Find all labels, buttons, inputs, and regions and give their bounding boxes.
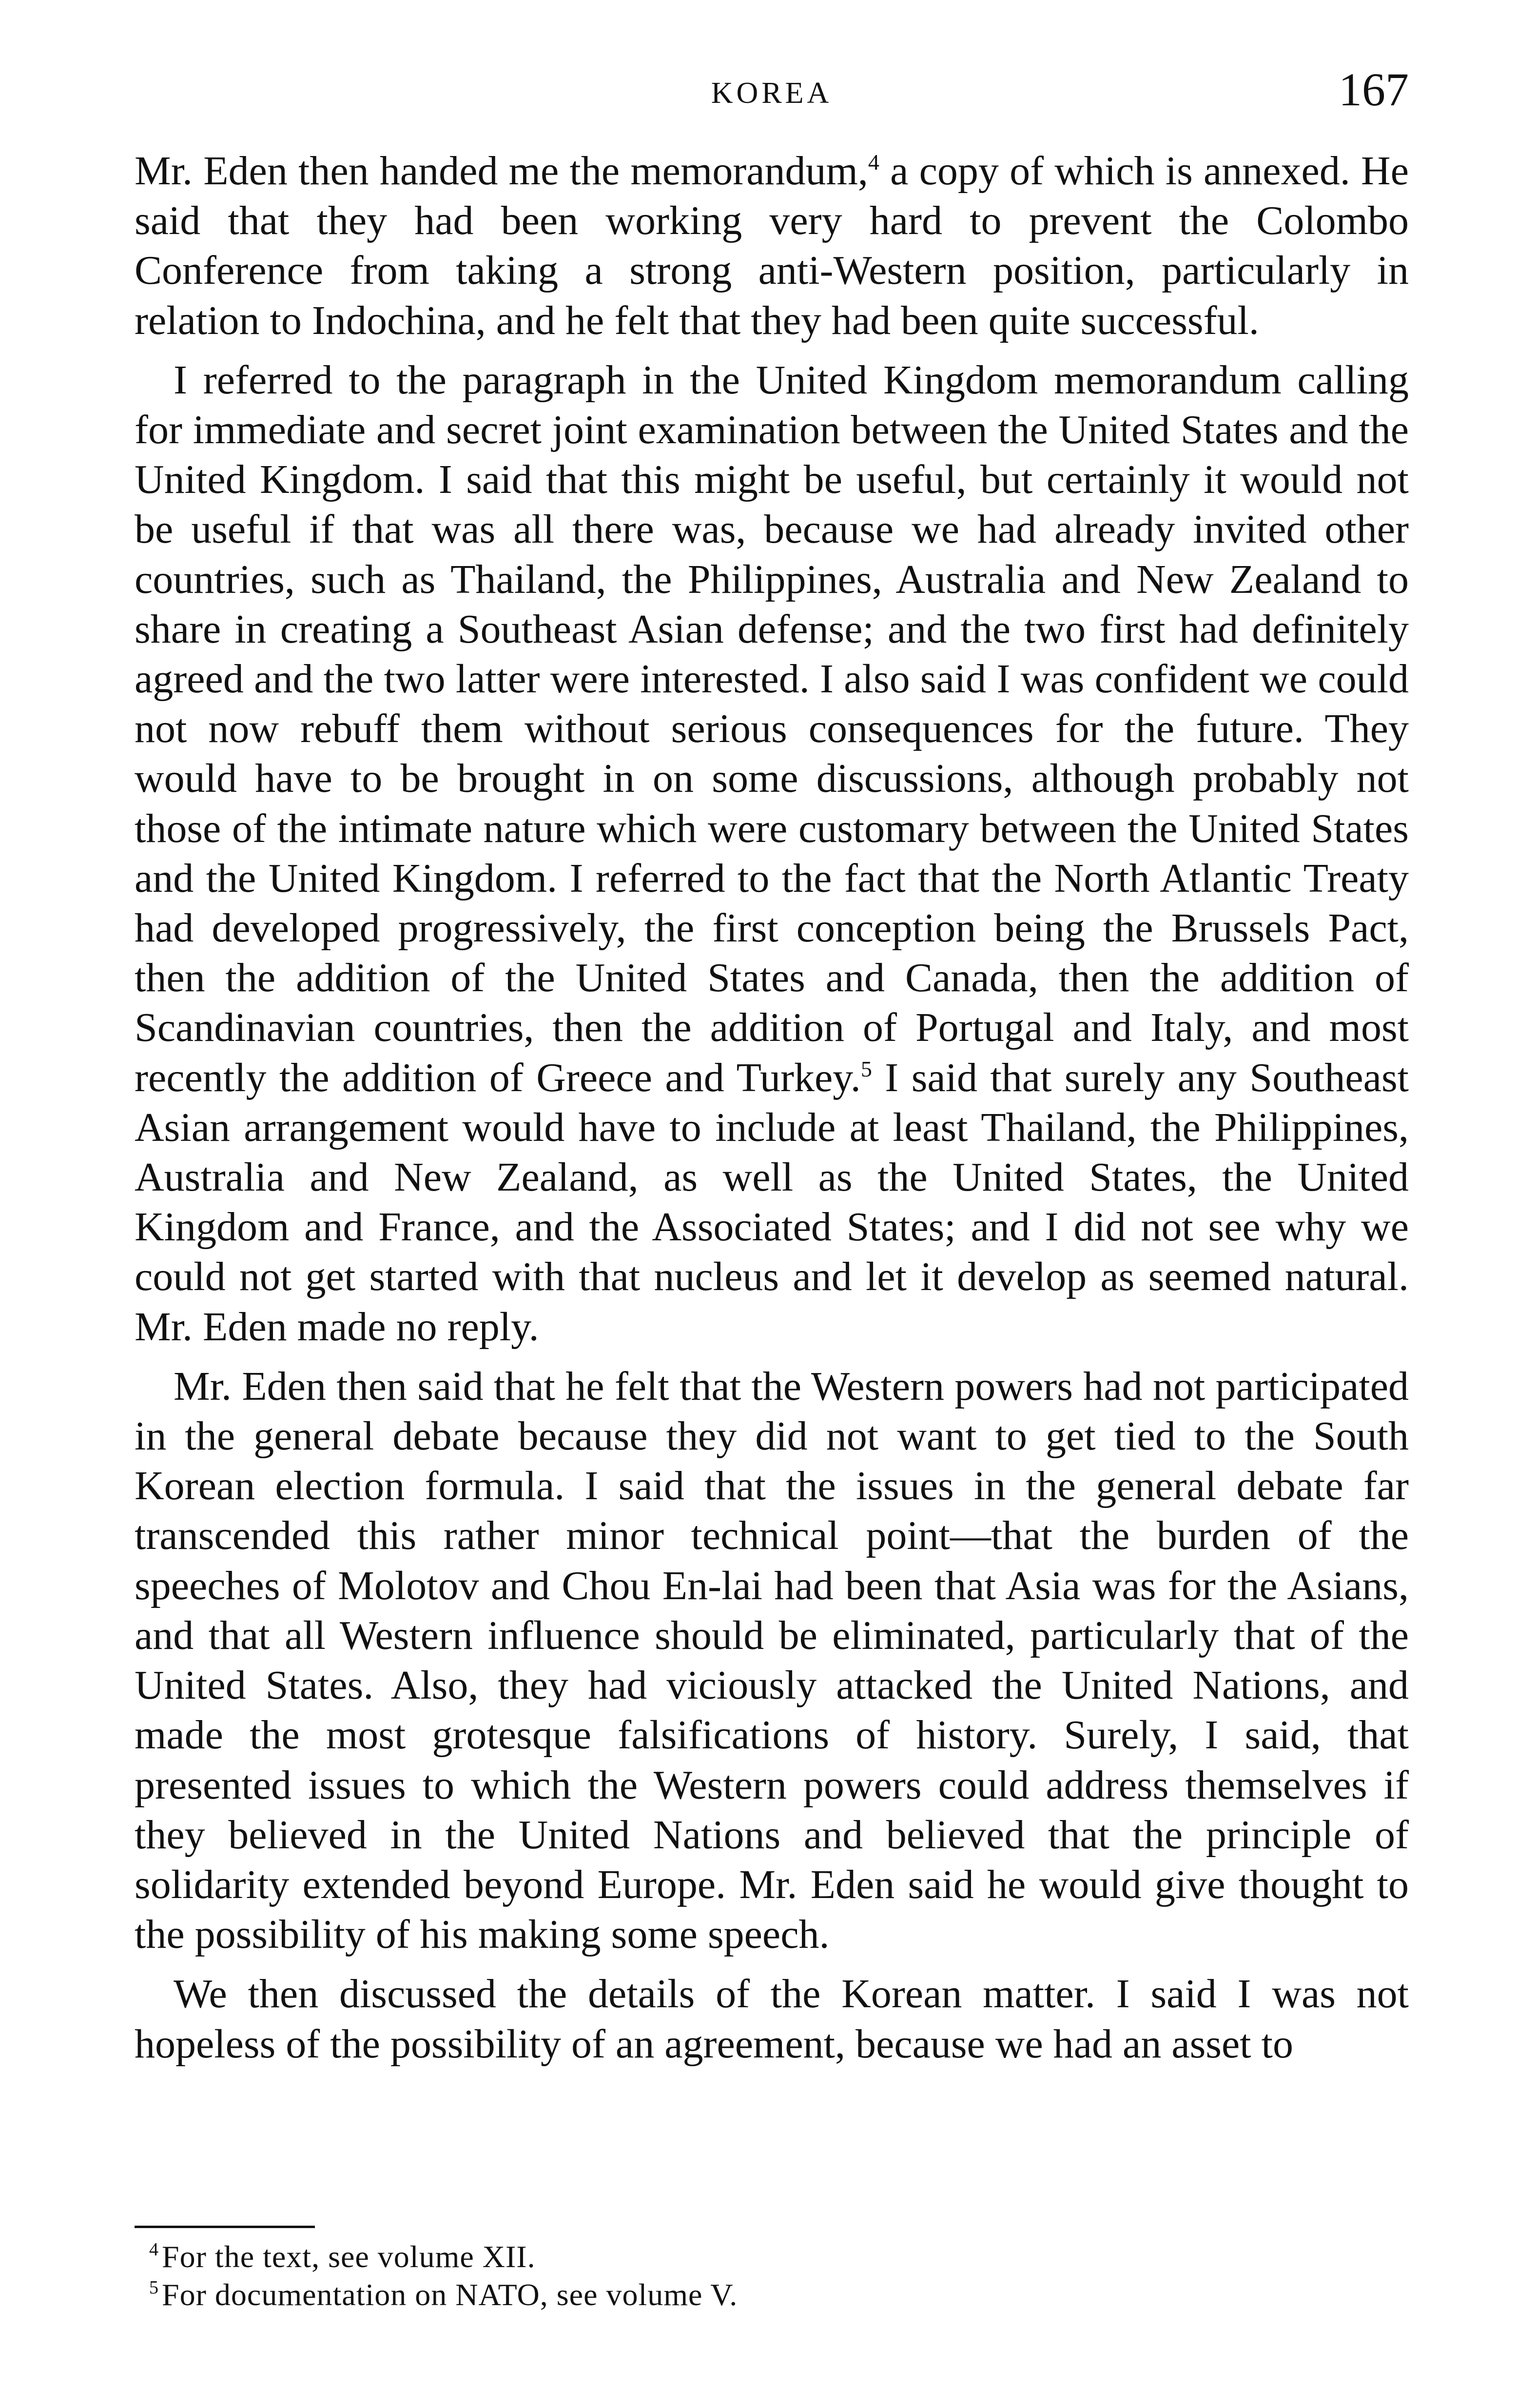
- paragraph-3: Mr. Eden then said that he felt that the Western powers had not participated in the general debate because they did not want to get tied to the South Korean election formula. I said that the issues in the general debate far transcended this rather minor technical point—that the burden of the speeches of Molotov and Chou En-lai had been that Asia was for the Asians, and that all Western influence should be eliminated, particularly that of the United States. Also, they had viciously attacked the United Nations, and made the most grotesque falsifications of history. Surely, I said, that presented issues to which the Western powers could address themselves if they believed in the United Nations and believed that the principle of solidarity extended beyond Europe. Mr. Eden said he would give thought to the possibility of his making some speech.: [135, 1363, 1409, 1958]
- paragraph-2-text-b: I said that surely any Southeast Asian arrangement would have to include at least Thailand, the Philippines, Australia and New Zealand, as well as the United States, the United Kingdom and France, and the Associated States; and I did not see why we could not get started with that nucleus and let it develop as seemed natural. Mr. Eden made no reply.: [135, 1055, 1409, 1350]
- document-page: [135, 0, 1409, 2408]
- footnote-4: [149, 2238, 1270, 2276]
- footnote-mark: 5: [149, 2277, 159, 2298]
- paragraph-4: We then discussed the details of the Korean matter. I said I was not hopeless of the possibility of an agreement, because we had an asset to: [135, 1971, 1409, 2067]
- footnote-ref-4: 4: [868, 150, 879, 175]
- paragraph-1: [135, 146, 1409, 346]
- footnote-text: For documentation on NATO, see volume V.: [162, 2277, 738, 2312]
- paragraph-1-text-a: Mr. Eden then handed me the memorandum,: [135, 148, 868, 194]
- page-number: 167: [1339, 63, 1409, 116]
- running-title: KOREA: [711, 77, 833, 110]
- footnote-mark: 4: [149, 2239, 159, 2260]
- footnote-divider: [135, 2226, 315, 2228]
- footnote-text: For the text, see volume XII.: [162, 2239, 536, 2274]
- footnote-5: [149, 2276, 1270, 2314]
- footnote-ref-5: 5: [860, 1056, 872, 1081]
- paragraph-2: [135, 355, 1409, 1352]
- footnotes: [149, 2238, 1270, 2314]
- paragraph-2-text-a: I referred to the paragraph in the United Kingdom memorandum calling for immediate and secret joint examination between the United States and the United Kingdom. I said that this might be useful, but certainly it would not be useful if that was all there was, because we had already invited other countries, such as Thailand, the Philippines, Australia and New Zealand to share in creating a Southeast Asian defense; and the two first had definitely agreed and the two latter were interested. I also said I was confident we could not now rebuff them without serious consequences for the future. They would have to be brought in on some discussions, although probably not those of the intimate nature which were customary between the United States and the United Kingdom. I referred to the fact that the North Atlantic Treaty had developed progressively, the first conception being the Brussels Pact, then the addition of the United States and Canada, then the addition of Scandinavian countries, then the addition of Portugal and Italy, and most recently the addition of Greece and Turkey.: [135, 357, 1409, 1100]
- paragraph-1-text-b: a copy of which is annexed. He said that they had been working very hard to prevent the Colombo Conference from taking a strong anti-Western position, particularly in relation to Indochina, and he felt that they had been quite successful.: [135, 148, 1409, 343]
- page-header: [135, 59, 1409, 117]
- body-text: [135, 146, 1409, 2079]
